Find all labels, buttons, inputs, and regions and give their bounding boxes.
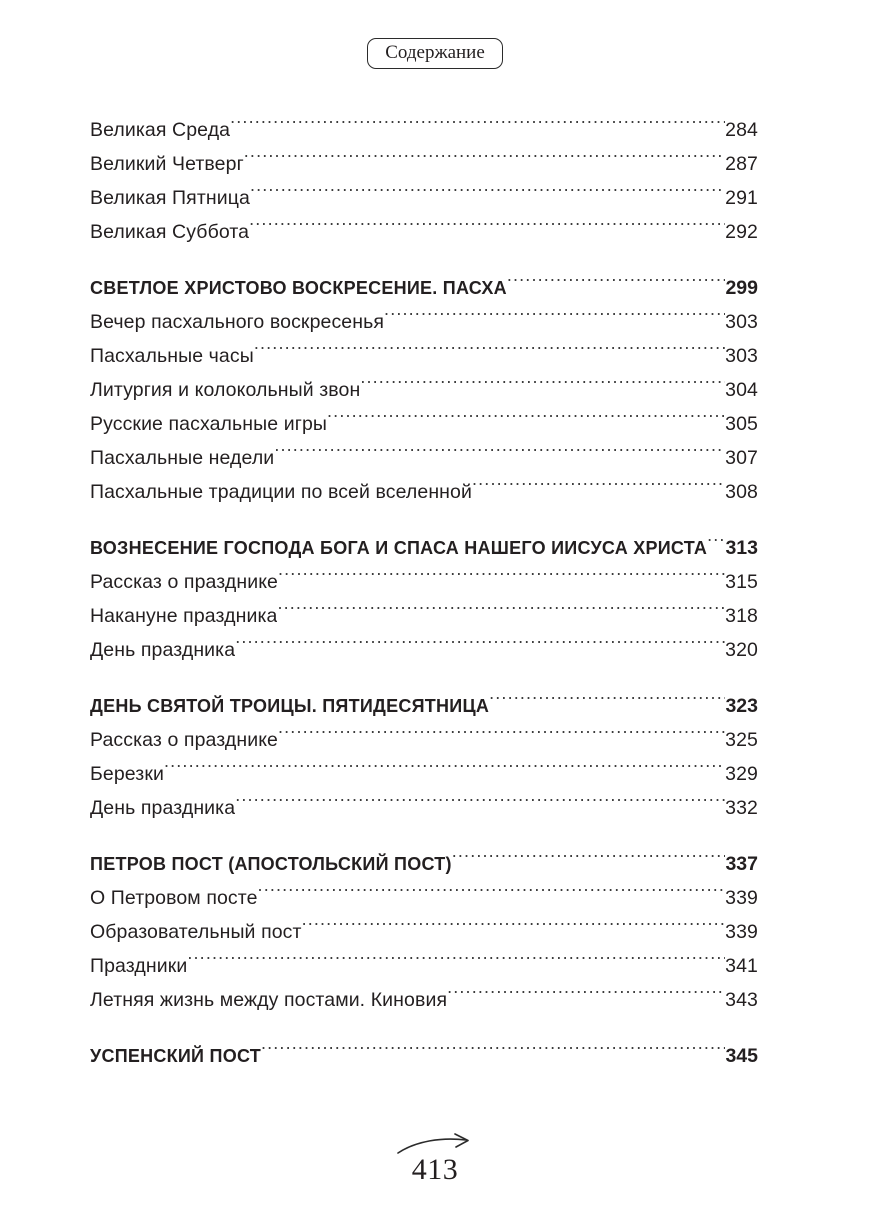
dot-leader xyxy=(235,637,725,657)
toc-page-number: 299 xyxy=(725,277,758,299)
dot-leader xyxy=(250,185,725,205)
toc-entry-title: Пасхальные традиции по всей вселенной xyxy=(90,481,472,503)
toc-entry-row[interactable] xyxy=(90,633,758,667)
dot-leader xyxy=(258,885,726,905)
toc-section-title: ВОЗНЕСЕНИЕ ГОСПОДА БОГА И СПАСА НАШЕГО ИИСУСА ХРИСТА xyxy=(90,538,708,558)
toc-page-number: 343 xyxy=(725,989,758,1011)
toc-entry-title: День праздника xyxy=(90,639,236,661)
toc-entry-row[interactable] xyxy=(90,215,758,249)
toc-group xyxy=(90,847,758,1017)
toc-entry-title: День праздника xyxy=(90,797,236,819)
page-number: 413 xyxy=(411,1153,459,1186)
toc-entry-title: Великая Суббота xyxy=(90,221,250,243)
dot-leader xyxy=(327,411,725,431)
toc-page-number: 303 xyxy=(725,311,758,333)
toc-entry-title: Вечер пасхального воскресенья xyxy=(90,311,385,333)
dot-leader xyxy=(302,919,726,939)
page-header xyxy=(0,38,870,69)
dot-leader xyxy=(447,987,725,1007)
dot-leader xyxy=(230,117,725,137)
toc-section-row[interactable] xyxy=(90,531,758,565)
dot-leader xyxy=(489,694,725,712)
toc-page-number: 341 xyxy=(725,955,758,977)
toc-page-number: 345 xyxy=(725,1045,758,1067)
dot-leader xyxy=(507,276,726,294)
toc-entry-row[interactable] xyxy=(90,599,758,633)
toc-section-title: УСПЕНСКИЙ ПОСТ xyxy=(90,1046,261,1066)
toc-entry-row[interactable] xyxy=(90,147,758,181)
toc-entry-title: Березки xyxy=(90,763,164,785)
toc-entry-title: Пасхальные недели xyxy=(90,447,275,469)
toc-page-number: 332 xyxy=(725,797,758,819)
toc-entry-row[interactable] xyxy=(90,881,758,915)
dot-leader xyxy=(254,343,725,363)
dot-leader xyxy=(384,309,725,329)
toc-entry-row[interactable] xyxy=(90,949,758,983)
toc-page-number: 325 xyxy=(725,729,758,751)
toc-entry-row[interactable] xyxy=(90,791,758,825)
toc-page-number: 337 xyxy=(725,853,758,875)
dot-leader xyxy=(707,536,725,554)
toc-page-number: 313 xyxy=(725,537,758,559)
toc-page-number: 287 xyxy=(725,153,758,175)
toc-page-number: 303 xyxy=(725,345,758,367)
toc-page-number: 339 xyxy=(725,921,758,943)
toc-section-row[interactable] xyxy=(90,847,758,881)
toc-entry-row[interactable] xyxy=(90,181,758,215)
toc-entry-title: Рассказ о празднике xyxy=(90,571,278,593)
toc-entry-row[interactable] xyxy=(90,757,758,791)
toc-entry-title: Летняя жизнь между постами. Киновия xyxy=(90,989,448,1011)
toc-page-number: 308 xyxy=(725,481,758,503)
toc-entry-title: Пасхальные часы xyxy=(90,345,254,367)
dot-leader xyxy=(249,219,725,239)
dot-leader xyxy=(472,479,725,499)
dot-leader xyxy=(360,377,725,397)
toc-entry-row[interactable] xyxy=(90,723,758,757)
dot-leader xyxy=(244,151,725,171)
toc-group xyxy=(90,1039,758,1073)
toc-page-number: 291 xyxy=(725,187,758,209)
toc-page-number: 307 xyxy=(725,447,758,469)
toc-entry-title: Великая Пятница xyxy=(90,187,250,209)
toc-entry-row[interactable] xyxy=(90,983,758,1017)
toc-entry-title: Великий Четверг xyxy=(90,153,244,175)
toc-group xyxy=(90,113,758,249)
dot-leader xyxy=(261,1044,725,1062)
toc-entry-row[interactable] xyxy=(90,475,758,509)
dot-leader xyxy=(164,761,725,781)
toc-page-number: 315 xyxy=(725,571,758,593)
toc-entry-title: Образовательный пост xyxy=(90,921,302,943)
toc-page-number: 305 xyxy=(725,413,758,435)
dot-leader xyxy=(278,727,725,747)
toc-entry-row[interactable] xyxy=(90,915,758,949)
toc-section-title: ДЕНЬ СВЯТОЙ ТРОИЦЫ. ПЯТИДЕСЯТНИЦА xyxy=(90,696,490,716)
dot-leader xyxy=(278,569,725,589)
dot-leader xyxy=(274,445,725,465)
toc-entry-title: Праздники xyxy=(90,955,188,977)
toc-entry-title: Накануне праздника xyxy=(90,605,278,627)
toc-page-number: 318 xyxy=(725,605,758,627)
toc-page-number: 329 xyxy=(725,763,758,785)
toc-group xyxy=(90,271,758,509)
toc-entry-title: Рассказ о празднике xyxy=(90,729,278,751)
toc-entry-row[interactable] xyxy=(90,305,758,339)
toc-entry-title: Литургия и колокольный звон xyxy=(90,379,361,401)
dot-leader xyxy=(187,953,725,973)
toc-entry-row[interactable] xyxy=(90,565,758,599)
toc-entry-row[interactable] xyxy=(90,373,758,407)
toc-entry-title: Русские пасхальные игры xyxy=(90,413,328,435)
toc-section-row[interactable] xyxy=(90,1039,758,1073)
toc-entry-row[interactable] xyxy=(90,339,758,373)
dot-leader xyxy=(452,852,726,870)
toc-entry-row[interactable] xyxy=(90,113,758,147)
toc-section-row[interactable] xyxy=(90,689,758,723)
toc-page-number: 292 xyxy=(725,221,758,243)
toc-section-title: ПЕТРОВ ПОСТ (АПОСТОЛЬСКИЙ ПОСТ) xyxy=(90,854,452,874)
toc-page-number: 320 xyxy=(725,639,758,661)
toc-entry-title: Великая Среда xyxy=(90,119,231,141)
toc-group xyxy=(90,689,758,825)
toc-page-number: 323 xyxy=(725,695,758,717)
toc-entry-title: О Петровом посте xyxy=(90,887,258,909)
toc-entry-row[interactable] xyxy=(90,441,758,475)
dot-leader xyxy=(277,603,725,623)
toc-section-title: СВЕТЛОЕ ХРИСТОВО ВОСКРЕСЕНИЕ. ПАСХА xyxy=(90,278,507,298)
toc-page-number: 284 xyxy=(725,119,758,141)
table-of-contents xyxy=(90,113,758,1073)
toc-page-number: 304 xyxy=(725,379,758,401)
toc-entry-row[interactable] xyxy=(90,407,758,441)
toc-page-number: 339 xyxy=(725,887,758,909)
page-footer xyxy=(0,1133,870,1185)
toc-section-row[interactable] xyxy=(90,271,758,305)
toc-group xyxy=(90,531,758,667)
page-title: Содержание xyxy=(367,38,503,69)
dot-leader xyxy=(235,795,725,815)
